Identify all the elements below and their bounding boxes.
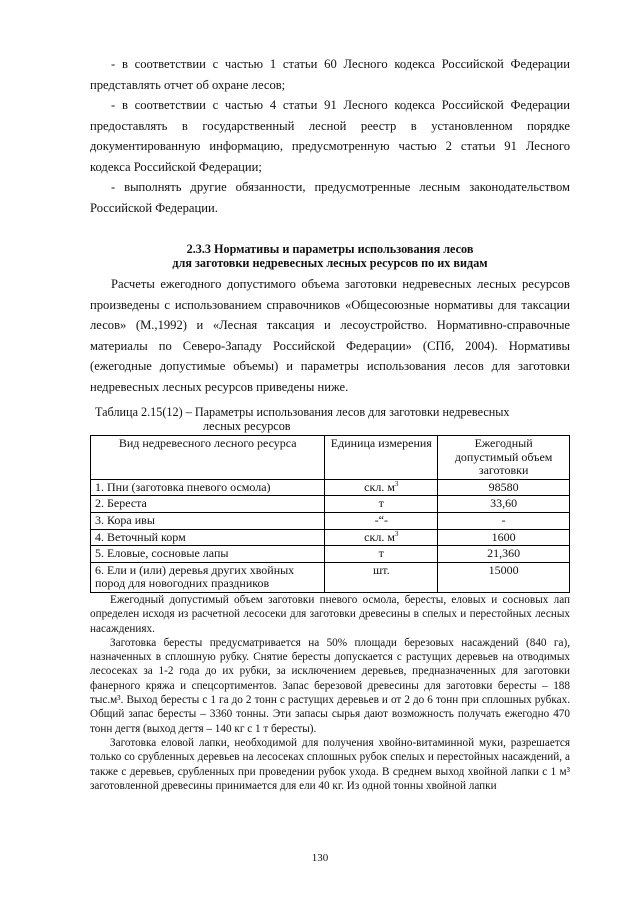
table-header-row — [91, 436, 570, 480]
paragraph-registry-duty: - в соответствии с частью 4 статьи 91 Лесного кодекса Российской Федерации предоставлять в государственный лесной реестр в установленном порядке документированную информацию, предусмотренную частью 2 статьи 91 Лесного кодекса Российской Федерации; — [90, 98, 570, 174]
note-calculation-basis: Ежегодный допустимый объем заготовки пневого осмола, бересты, еловых и сосновых лап определен исходя из расчетной лесосеки для заготовки древесины в спелых и перестойных лесных насаждениях. — [90, 593, 570, 635]
table-caption-line2: лесных ресурсов — [203, 419, 291, 433]
section-heading — [90, 242, 570, 270]
document-page — [90, 54, 570, 793]
paragraph-report-duty: - в соответствии с частью 1 статьи 60 Лесного кодекса Российской Федерации представлять отчет об охране лесов; — [90, 57, 570, 92]
page-number: 130 — [311, 852, 329, 864]
intro-paragraph: Расчеты ежегодного допустимого объема заготовки недревесных лесных ресурсов произведены с использованием справочников «Общесоюзные нормативы для таксации лесов» (М.,1992) и «Лесная таксация и лесоустройство. Нормативно-справочные материалы по Северо-Западу Российской Федерации» (СПб, 2004). Нормативы (ежегодные допустимые объемы) и параметры использования лесов для заготовки недревесных лесных ресурсов приведены ниже. — [90, 277, 570, 394]
paragraph-other-duties: - выполнять другие обязанности, предусмотренные лесным законодательством Российской Федерации. — [90, 180, 570, 215]
table-row — [91, 512, 570, 529]
row-unit: т — [325, 546, 438, 563]
row-name: 4. Веточный корм — [91, 529, 325, 546]
row-unit: скл. $м^3$ — [325, 529, 438, 546]
table-row — [91, 546, 570, 563]
note-birch-bark: Заготовка бересты предусматривается на 50% площади березовых насаждений (840 га), назначенных в сплошную рубку. Снятие бересты допускается с растущих деревьев на отводимых лесосеках за 1-2 года до их рубки, за исключением деревьев, предназначенных для заготовки фанерного кряжа и спецсортиментов. Запас березовой древесины для заготовки бересты – 188 тыс.м³. Выход бересты с 1 га до 2 тонн с растущих деревьев и от 2 до 6 тонн при сплошных рубках. Общий запас бересты – 3360 тонны. Эти запасы сырья дают возможность получать ежегодно 470 тонн дегтя (выход дегтя – 140 кг с 1 т бересты). — [90, 636, 570, 735]
row-value: 33,60 — [438, 496, 570, 513]
table-row — [91, 479, 570, 496]
table-row — [91, 529, 570, 546]
row-unit: шт. — [325, 562, 438, 592]
resource-table — [90, 435, 570, 593]
row-value: 1600 — [438, 529, 570, 546]
row-value: - — [438, 512, 570, 529]
row-value: 98580 — [438, 479, 570, 496]
row-name: 6. Ели и (или) деревья других хвойных пород для новогодних праздников — [91, 562, 325, 592]
row-value: 15000 — [438, 562, 570, 592]
header-volume: Ежегодный допустимый объем заготовки — [438, 436, 570, 480]
header-resource: Вид недревесного лесного ресурса — [91, 436, 325, 480]
row-name: 3. Кора ивы — [91, 512, 325, 529]
row-value: 21,360 — [438, 546, 570, 563]
row-unit: -“- — [325, 512, 438, 529]
row-name: 5. Еловые, сосновые лапы — [91, 546, 325, 563]
table-row — [91, 496, 570, 513]
row-unit: скл. $м^3$ — [325, 479, 438, 496]
section-heading-line1: 2.3.3 Нормативы и параметры использования лесов — [186, 242, 474, 256]
section-heading-line2: для заготовки недревесных лесных ресурсов по их видам — [172, 256, 488, 270]
row-name: 2. Береста — [91, 496, 325, 513]
row-name: 1. Пни (заготовка пневого осмола) — [91, 479, 325, 496]
header-unit: Единица измерения — [325, 436, 438, 480]
table-caption — [90, 405, 570, 433]
row-unit: т — [325, 496, 438, 513]
table-row — [91, 562, 570, 592]
table-caption-line1: Таблица 2.15(12) – Параметры использования лесов для заготовки недревесных — [95, 405, 510, 419]
note-spruce-branches: Заготовка еловой лапки, необходимой для получения хвойно-витаминной муки, разрешается только со срубленных деревьев на лесосеках сплошных рубок спелых и перестойных насаждений, а также с деревьев, срубленных при проведении рубок ухода. В среднем выход хвойной лапки с 1 м³ заготовленной древесины принимается для ели 40 кг. Из одной тонны хвойной лапки — [90, 736, 570, 792]
